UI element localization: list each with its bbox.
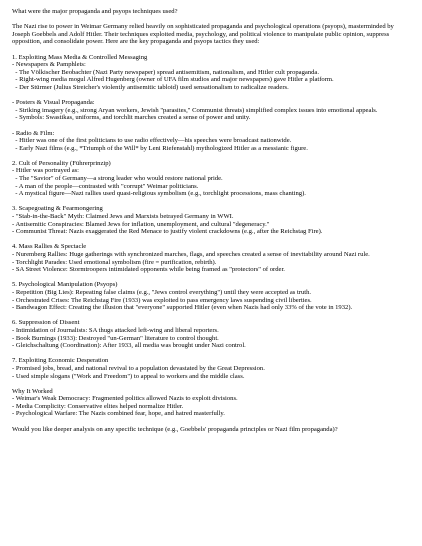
section bbox=[12, 388, 412, 426]
section-title: 5. Psychological Manipulation (Psyops) bbox=[12, 281, 118, 289]
bullet: - Intimidation of Journalists: SA thugs attacked left-wing and liberal reporters. bbox=[12, 326, 219, 334]
bullet: - Weimar's Weak Democracy: Fragmented politics allowed Nazis to exploit divisions. bbox=[12, 395, 238, 403]
blank-line bbox=[12, 92, 412, 100]
section-title: 2. Cult of Personality (Führerprinzip) bbox=[12, 159, 111, 167]
sections bbox=[12, 54, 412, 426]
sub-bullet: - Striking imagery (e.g., strong Aryan workers, Jewish "parasites," Communist threats) simplified complex issues into emotional appeals. bbox=[12, 106, 378, 114]
section bbox=[12, 319, 412, 357]
section-title: 3. Scapegoating & Fearmongering bbox=[12, 205, 103, 213]
bullet: - Psychological Warfare: The Nazis combined fear, hope, and hatred masterfully. bbox=[12, 410, 225, 418]
section bbox=[12, 160, 412, 206]
closing-question: Would you like deeper analysis on any specific technique (e.g., Goebbels' propaganda principles or Nazi film propaganda)? bbox=[12, 425, 338, 433]
bullet: - "Stab-in-the-Back" Myth: Claimed Jews and Marxists betrayed Germany in WWI. bbox=[12, 213, 234, 221]
question-text: What were the major propaganda and psyops techniques used? bbox=[12, 8, 178, 15]
bullet: - Gleichschaltung (Coordination): After 1933, all media was brought under Nazi control. bbox=[12, 342, 246, 350]
bullet: - SA Street Violence: Stormtroopers intimidated opponents while being framed as "protectors" of order. bbox=[12, 266, 285, 274]
sub-bullet: - A mystical figure—Nazi rallies used quasi-religious symbolism (e.g., torchlight processions, mass chanting). bbox=[12, 190, 306, 198]
sub-bullet: - The Völkischer Beobachter (Nazi Party newspaper) spread antisemitism, nationalism, and Hitler cult propaganda. bbox=[12, 68, 320, 76]
section bbox=[12, 281, 412, 319]
sub-bullet: - Early Nazi films (e.g., *Triumph of the Will* by Leni Riefenstahl) mythologized Hitler as a messianic figure. bbox=[12, 144, 308, 152]
sub-bullet: - Right-wing media mogul Alfred Hugenberg (owner of UFA film studios and major newspapers) gave Hitler a platform. bbox=[12, 76, 334, 84]
bullet: - Promised jobs, bread, and national revival to a population devastated by the Great Depression. bbox=[12, 364, 265, 372]
section-title: 6. Suppression of Dissent bbox=[12, 319, 80, 327]
bullet: - Hitler was portrayed as: bbox=[12, 167, 80, 175]
section-title: Why It Worked bbox=[12, 387, 53, 395]
sub-bullet: - Hitler was one of the first politicians to use radio effectively—his speeches were broadcast nationwide. bbox=[12, 137, 292, 145]
bullet: - Media Complicity: Conservative elites helped normalize Hitler. bbox=[12, 402, 184, 410]
bullet: - Bandwagon Effect: Creating the illusion that "everyone" supported Hitler (even when Nazis had only 33% of the vote in 1932). bbox=[12, 304, 353, 312]
blank-line bbox=[12, 122, 412, 130]
bullet: - Posters & Visual Propaganda: bbox=[12, 99, 95, 107]
intro-paragraph: The Nazi rise to power in Weimar Germany relied heavily on sophisticated propaganda and psychological operations (psyops), masterminded by Joseph Goebbels and Adolf Hitler. Their techniques exploited media, psychology, and political violence to manipulate public opinion, suppress opposition, and consolidate power. Here are the key propaganda and psyops tactics they used: bbox=[12, 23, 396, 46]
bullet: - Used simple slogans ("Work and Freedom") to appeal to workers and the middle class. bbox=[12, 372, 245, 380]
bullet: - Repetition (Big Lies): Repeating false claims (e.g., "Jews control everything") until they were accepted as truth. bbox=[12, 288, 312, 296]
sub-bullet: - Der Stürmer (Julius Streicher's violently antisemitic tabloid) used sensationalism to radicalize readers. bbox=[12, 83, 289, 91]
bullet: - Torchlight Parades: Used emotional symbolism (fire = purification, rebirth). bbox=[12, 258, 217, 266]
bullet: - Radio & Film: bbox=[12, 129, 55, 137]
bullet: - Nuremberg Rallies: Huge gatherings with synchronized marches, flags, and speeches created a sense of inevitability around Nazi rule. bbox=[12, 251, 370, 258]
bullet: - Newspapers & Pamphlets: bbox=[12, 61, 86, 69]
section-title: 4. Mass Rallies & Spectacle bbox=[12, 243, 87, 251]
bullet: - Book Burnings (1933): Destroyed "un-German" literature to control thought. bbox=[12, 334, 219, 342]
sub-bullet: - Symbols: Swastikas, uniforms, and torchlit marches created a sense of power and unity. bbox=[12, 114, 251, 122]
sub-bullet: - The "Savior" of Germany—a strong leader who would restore national pride. bbox=[12, 175, 223, 183]
bullet: - Orchestrated Crises: The Reichstag Fire (1933) was exploited to pass emergency laws suspending civil liberties. bbox=[12, 296, 312, 304]
section bbox=[12, 205, 412, 243]
section bbox=[12, 357, 412, 387]
bullet: - Antisemitic Conspiracies: Blamed Jews for inflation, unemployment, and cultural "degeneracy." bbox=[12, 220, 270, 228]
section bbox=[12, 54, 412, 160]
bullet: - Communist Threat: Nazis exaggerated the Red Menace to justify violent crackdowns (e.g., after the Reichstag Fire). bbox=[12, 228, 323, 236]
section bbox=[12, 243, 412, 281]
section-title: 7. Exploiting Economic Desperation bbox=[12, 357, 109, 365]
section-title: 1. Exploiting Mass Media & Controlled Messaging bbox=[12, 53, 148, 61]
sub-bullet: - A man of the people—contrasted with "corrupt" Weimar politicians. bbox=[12, 182, 199, 190]
